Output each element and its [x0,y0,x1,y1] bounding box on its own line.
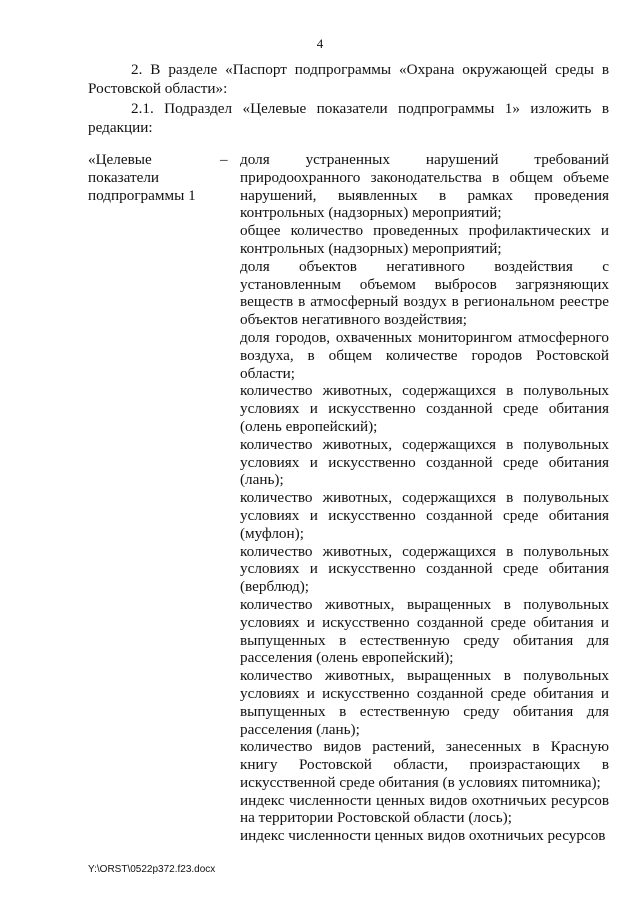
indicator-item: количество животных, выращенных в полувольных условиях и искусственно созданной среде обитания и выпущенных в естественную среду обитания для расселения (лань); [240,667,609,738]
indicators-list [240,151,609,845]
indicator-item: доля городов, охваченных мониторингом атмосферного воздуха, в общем количестве городов Ростовской области; [240,328,609,382]
indicator-item: количество животных, содержащихся в полувольных условиях и искусственно созданной среде обитания (олень европейский); [240,382,609,435]
indicator-item: общее количество проведенных профилактических и контрольных (надзорных) мероприятий; [240,222,609,257]
indicator-item: количество животных, выращенных в полувольных условиях и искусственно созданной среде обитания и выпущенных в естественную среду обитания для расселения (олень европейский); [240,595,609,667]
indicator-item: количество животных, содержащихся в полувольных условиях и искусственно созданной среде обитания (верблюд); [240,542,609,596]
paragraph-section-2: 2. В разделе «Паспорт подпрограммы «Охрана окружающей среды в Ростовской области»: [88,61,609,98]
indicator-item: количество видов растений, занесенных в Красную книгу Ростовской области, произрастающих в искусственной среде обитания (в условиях питомника); [240,738,609,791]
indicator-item: доля объектов негативного воздействия с установленным объемом выбросов загрязняющих веществ в атмосферный воздух в региональном реестре объектов негативного воздействия; [240,257,609,329]
indicator-item: количество животных, содержащихся в полувольных условиях и искусственно созданной среде обитания (лань); [240,435,609,489]
footer-file-path: Y:\ORST\0522p372.f23.docx [88,864,216,875]
page-number: 4 [316,36,324,51]
paragraph-subsection-2-1: 2.1. Подраздел «Целевые показатели подпрограммы 1» изложить в редакции: [88,100,609,137]
indicator-item: доля устраненных нарушений требований природоохранного законодательства в общем объеме нарушений, выявленных в рамках проведения контрольных (надзорных) мероприятий; [240,151,609,222]
indicators-label: «Целевые показатели подпрограммы 1 [88,151,196,204]
indicators-dash: – [220,151,228,168]
indicator-item: индекс численности ценных видов охотничьих ресурсов на территории Ростовской области (лось); [240,791,609,827]
indicator-item: индекс численности ценных видов охотничьих ресурсов [240,827,606,845]
indicator-item: количество животных, содержащихся в полувольных условиях и искусственно созданной среде обитания (муфлон); [240,489,609,542]
